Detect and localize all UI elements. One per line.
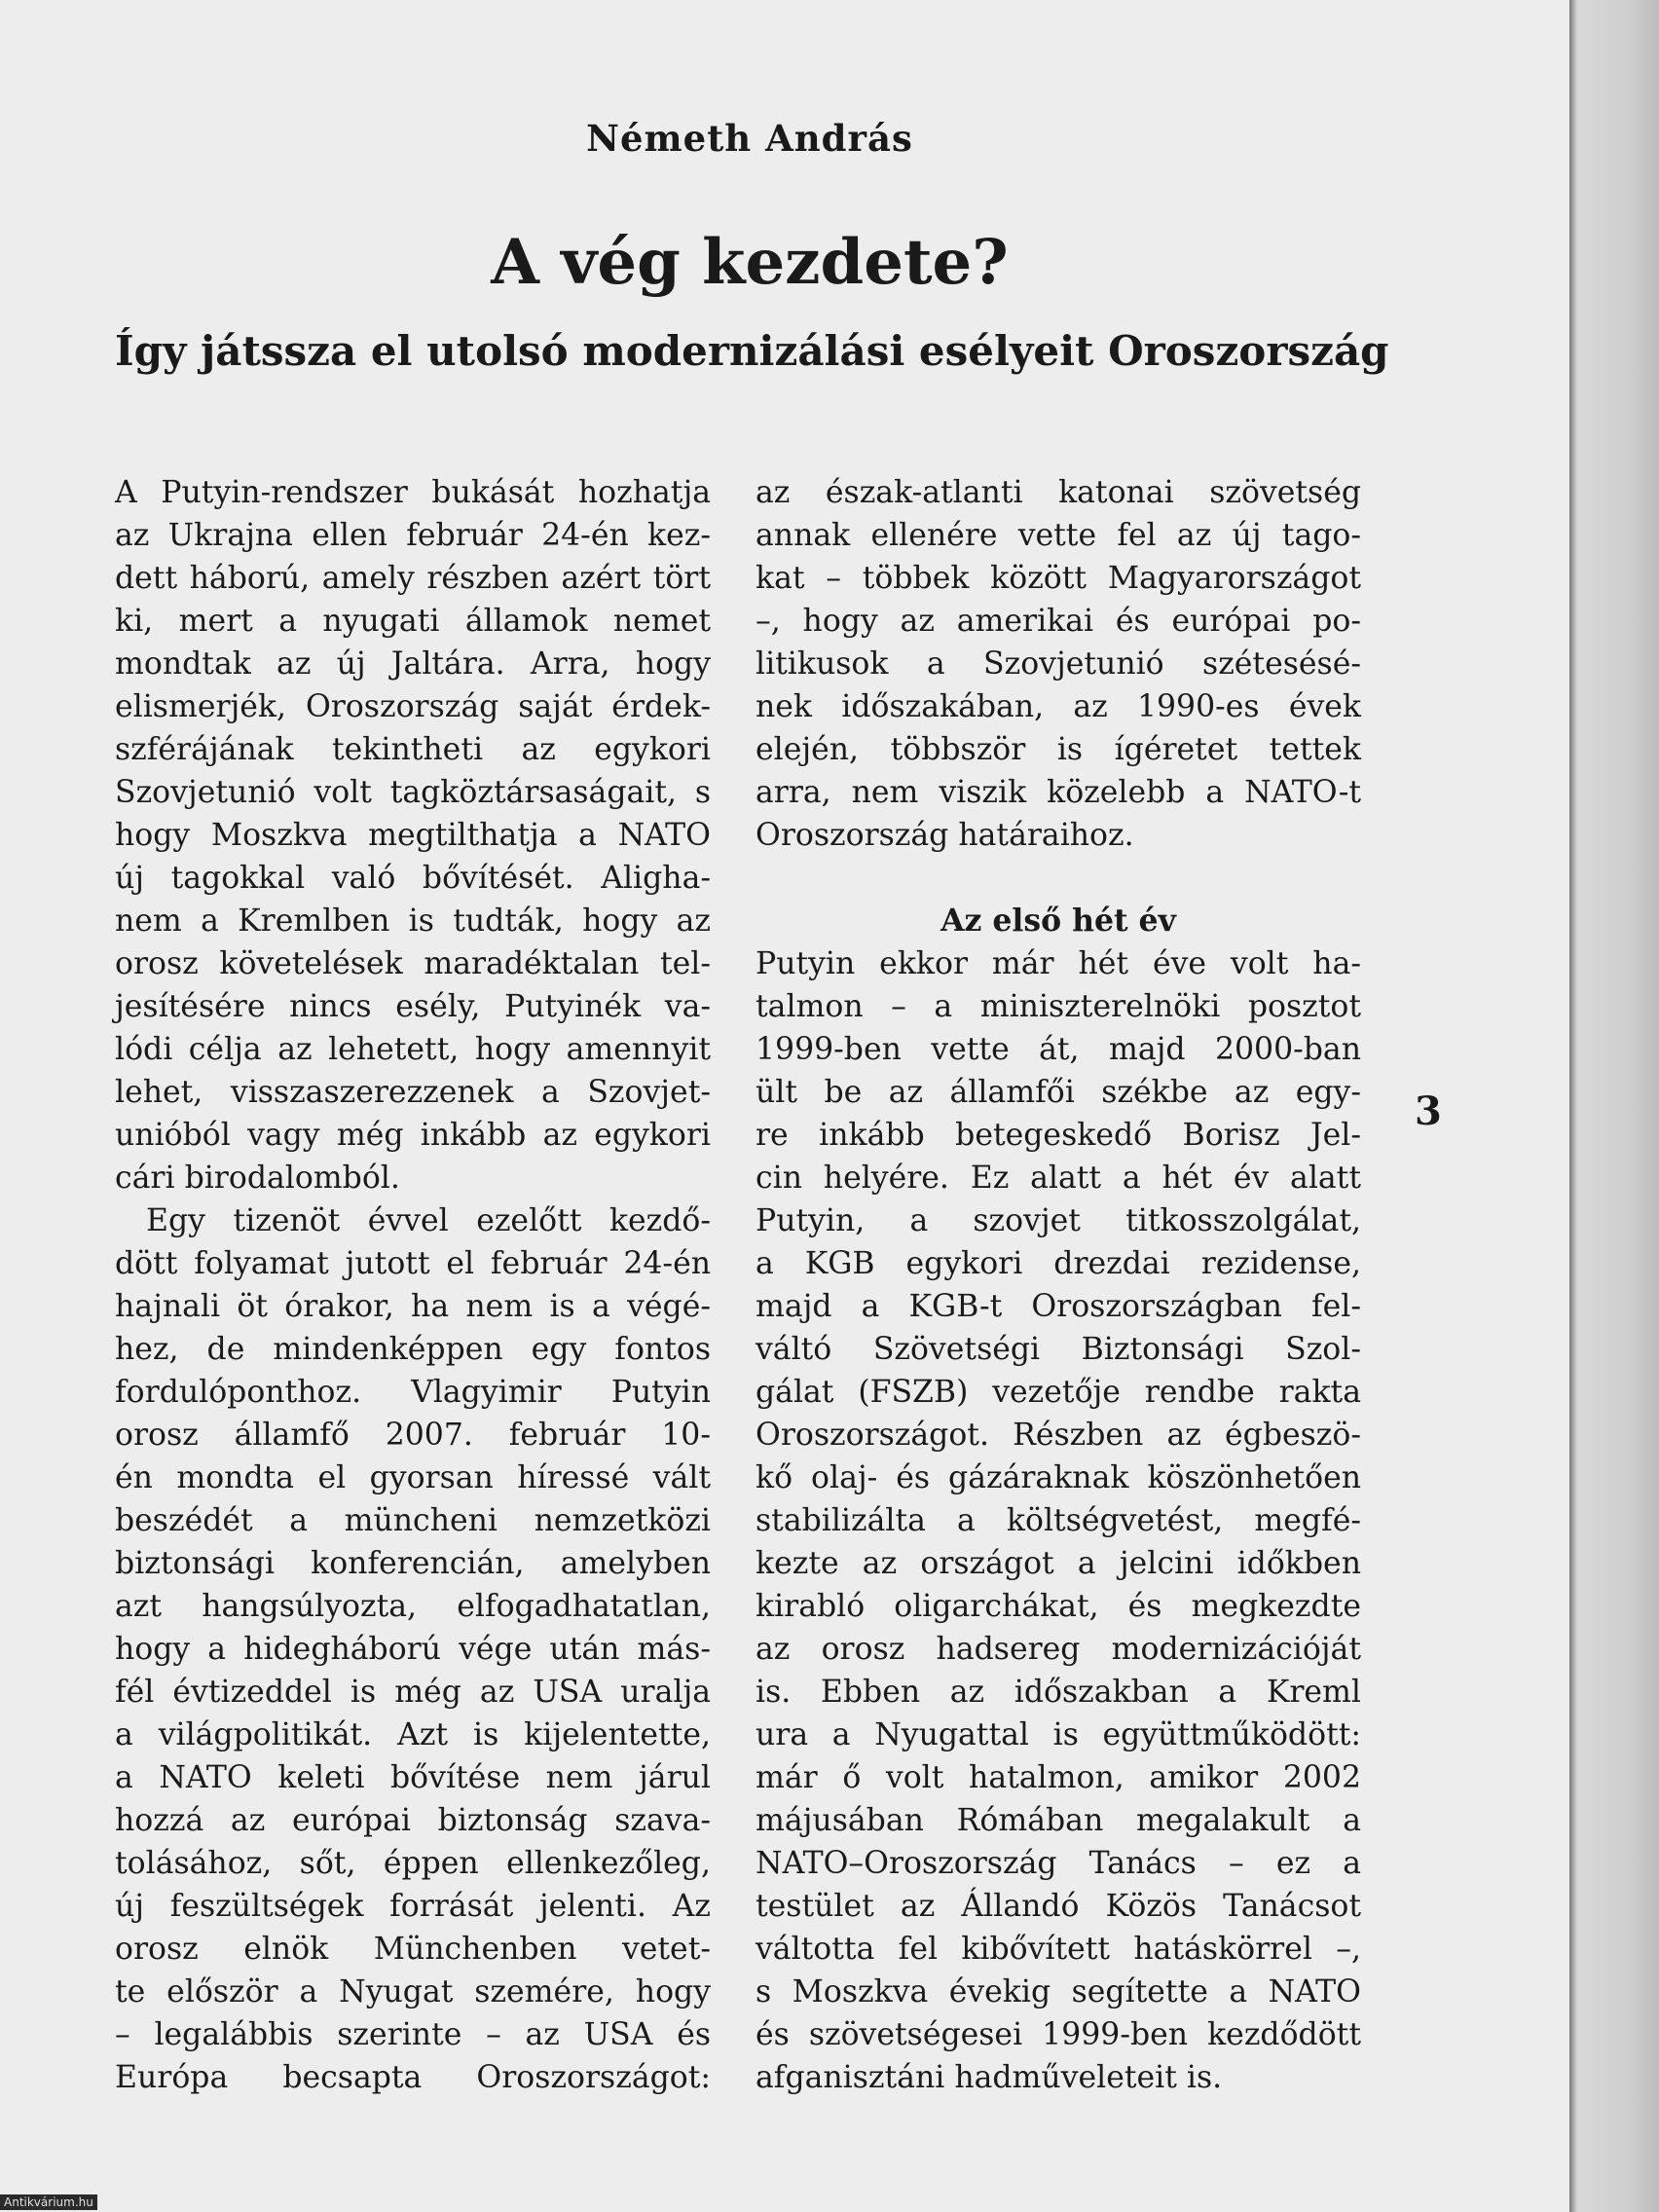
text-line: hogy a hidegháború vége után más- <box>115 1632 711 1667</box>
text-line: a KGB egykori drezdai rezidense, <box>756 1246 1361 1281</box>
page-edge-shadow <box>1569 0 1659 2212</box>
text-line: a világpolitikát. Azt is kijelentette, <box>115 1717 711 1752</box>
text-line: hozzá az európai biztonság szava- <box>115 1803 711 1838</box>
text-line: re inkább betegeskedő Borisz Jel- <box>756 1118 1361 1153</box>
text-line: cin helyére. Ez alatt a hét év alatt <box>756 1161 1361 1196</box>
text-line: is. Ebben az időszakban a Kreml <box>756 1675 1361 1710</box>
text-line: fél évtizeddel is még az USA uralja <box>115 1675 711 1710</box>
text-line: –, hogy az amerikai és európai po- <box>756 604 1361 639</box>
page-number: 3 <box>1415 1088 1442 1134</box>
text-line: kezte az országot a jelcini időkben <box>756 1546 1361 1581</box>
text-line: Oroszország határaihoz. <box>756 818 1134 853</box>
text-line: májusában Rómában megalakult a <box>756 1803 1361 1838</box>
text-line: testület az Állandó Közös Tanácsot <box>756 1889 1361 1924</box>
text-line: – legalábbis szerinte – az USA és <box>115 2017 711 2052</box>
text-line: tolásához, sőt, éppen ellenkezőleg, <box>115 1846 711 1881</box>
text-line: én mondta el gyorsan híressé vált <box>115 1460 711 1495</box>
text-line: orosz követelések maradéktalan tel- <box>115 946 711 981</box>
text-line: Putyin ekkor már hét éve volt ha- <box>756 946 1361 981</box>
text-line: biztonsági konferencián, amelyben <box>115 1546 711 1581</box>
text-line: NATO–Oroszország Tanács – ez a <box>756 1846 1361 1881</box>
text-line: az orosz hadsereg modernizációját <box>756 1632 1361 1667</box>
text-line: hajnali öt órakor, ha nem is a végé- <box>115 1289 711 1324</box>
text-line: unióból vagy még inkább az egykori <box>115 1118 711 1153</box>
text-line: és szövetségesei 1999-ben kezdődött <box>756 2017 1361 2052</box>
section-heading: Az első hét év <box>940 903 1176 939</box>
text-line: kő olaj- és gázáraknak köszönhetően <box>756 1460 1361 1495</box>
text-line: kat – többek között Magyarországot <box>756 561 1361 596</box>
text-line: dött folyamat jutott el február 24-én <box>115 1246 711 1281</box>
text-line: ült be az államfői székbe az egy- <box>756 1075 1361 1110</box>
text-line: Szovjetunió volt tagköztársaságait, s <box>115 775 711 810</box>
text-line: 1999-ben vette át, majd 2000-ban <box>756 1032 1361 1067</box>
text-line: elismerjék, Oroszország saját érdek- <box>115 689 711 724</box>
text-line: cári birodalomból. <box>115 1161 400 1196</box>
text-line: nem a Kremlben is tudták, hogy az <box>115 903 711 939</box>
article-title: A vég kezdete? <box>491 226 1009 299</box>
right-text-column <box>756 471 1361 2099</box>
text-line: új tagokkal való bővítését. Aligha- <box>115 861 711 896</box>
text-line: hogy Moszkva megtilthatja a NATO <box>115 818 711 853</box>
text-line: jesítésére nincs esély, Putyinék va- <box>115 989 711 1024</box>
text-line: az Ukrajna ellen február 24-én kez- <box>115 518 711 553</box>
text-line: nek időszakában, az 1990-es évek <box>756 689 1361 724</box>
text-line: Európa becsapta Oroszországot: <box>115 2060 711 2095</box>
text-line: fordulóponthoz. Vlagyimir Putyin <box>115 1375 711 1410</box>
text-line: váltotta fel kibővített hatáskörrel –, <box>756 1932 1361 1967</box>
author-name: Németh András <box>586 117 913 160</box>
text-line: annak ellenére vette fel az új tago- <box>756 518 1361 553</box>
text-line: stabilizálta a költségvetést, megfé- <box>756 1503 1361 1538</box>
text-line: kirabló oligarchákat, és megkezdte <box>756 1589 1361 1624</box>
text-line: elején, többször is ígéretet tettek <box>756 732 1361 767</box>
text-line: orosz államfő 2007. február 10- <box>115 1418 711 1453</box>
text-line: az észak-atlanti katonai szövetség <box>756 475 1361 510</box>
text-line: már ő volt hatalmon, amikor 2002 <box>756 1760 1361 1795</box>
text-line: talmon – a miniszterelnöki posztot <box>756 989 1361 1024</box>
text-line: lehet, visszaszerezzenek a Szovjet- <box>115 1075 711 1110</box>
text-line: azt hangsúlyozta, elfogadhatatlan, <box>115 1589 711 1624</box>
text-line: A Putyin-rendszer bukását hozhatja <box>115 475 711 510</box>
text-line: váltó Szövetségi Biztonsági Szol- <box>756 1332 1361 1367</box>
text-line: Egy tizenöt évvel ezelőtt kezdő- <box>146 1203 711 1238</box>
left-text-column <box>115 471 711 2099</box>
text-line: Oroszországot. Részben az égbeszö- <box>756 1418 1361 1453</box>
text-line: hez, de mindenképpen egy fontos <box>115 1332 711 1367</box>
text-line: mondtak az új Jaltára. Arra, hogy <box>115 646 711 682</box>
text-line: ki, mert a nyugati államok nemet <box>115 604 711 639</box>
text-line: új feszültségek forrását jelenti. Az <box>115 1889 711 1924</box>
watermark-label: Antikvárium.hu <box>0 2194 97 2210</box>
text-line: orosz elnök Münchenben vetet- <box>115 1932 711 1967</box>
text-line: a NATO keleti bővítése nem járul <box>115 1760 711 1795</box>
text-line: dett háború, amely részben azért tört <box>115 561 711 596</box>
text-line: ura a Nyugattal is együttműködött: <box>756 1717 1361 1752</box>
text-line: lódi célja az lehetett, hogy amennyit <box>115 1032 711 1067</box>
section-spacer <box>756 857 1361 900</box>
text-line: te először a Nyugat szemére, hogy <box>115 1974 711 2009</box>
text-line: afganisztáni hadműveleteit is. <box>756 2060 1223 2095</box>
article-subtitle: Így játssza el utolsó modernizálási esélyeit Oroszország <box>115 327 1389 375</box>
text-line: szférájának tekintheti az egykori <box>115 732 711 767</box>
text-line: majd a KGB-t Oroszországban fel- <box>756 1289 1361 1324</box>
text-line: s Moszkva évekig segítette a NATO <box>756 1974 1361 2009</box>
text-line: arra, nem viszik közelebb a NATO-t <box>756 775 1361 810</box>
text-line: gálat (FSZB) vezetője rendbe rakta <box>756 1375 1361 1410</box>
text-line: Putyin, a szovjet titkosszolgálat, <box>756 1203 1361 1238</box>
text-line: litikusok a Szovjetunió szétesésé- <box>756 646 1361 682</box>
text-line: beszédét a müncheni nemzetközi <box>115 1503 711 1538</box>
